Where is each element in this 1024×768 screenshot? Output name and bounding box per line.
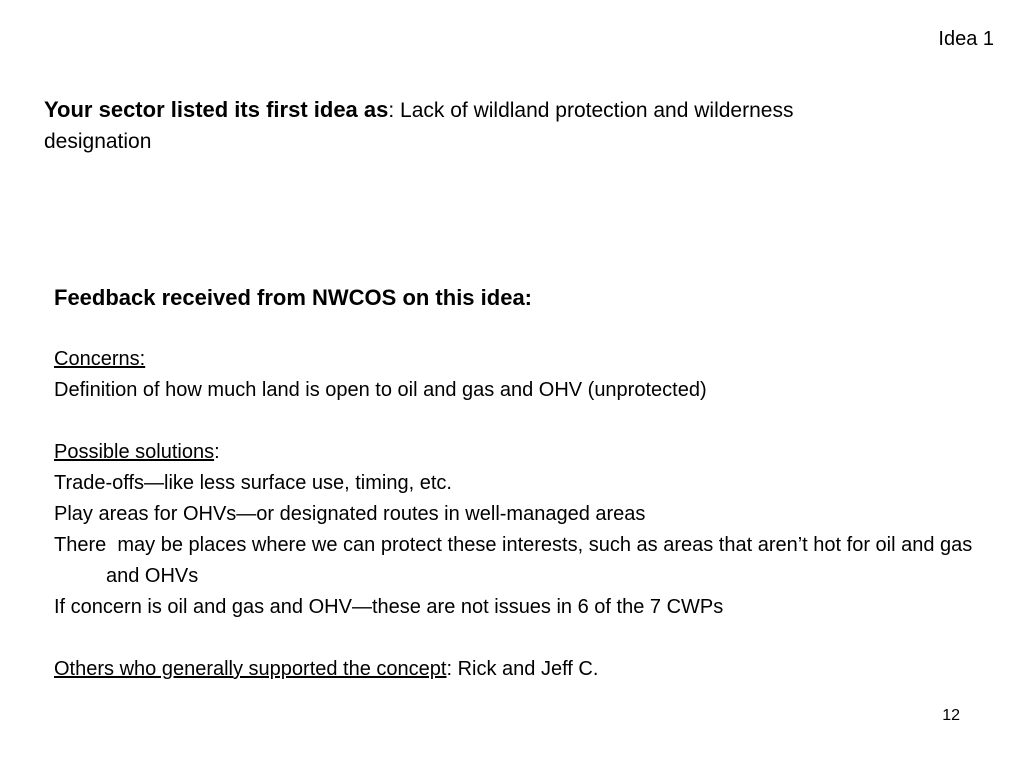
- page-number: 12: [942, 707, 960, 724]
- solution-item: Play areas for OHVs—or designated routes in well-managed areas: [54, 503, 646, 525]
- solution-item: There may be places where we can protect these interests, such as areas that aren’t hot for oil and gas and OHVs: [54, 534, 978, 587]
- spacer: [54, 406, 974, 437]
- sector-idea-lead: Your sector listed its first idea as: [44, 97, 389, 122]
- feedback-section: [54, 282, 978, 685]
- sector-idea: [44, 94, 904, 157]
- supporters-line: [54, 654, 974, 685]
- feedback-heading: Feedback received from NWCOS on this idea:: [54, 285, 533, 310]
- solutions-label: Possible solutions: [54, 441, 215, 463]
- solutions-label-line: [54, 437, 974, 468]
- sector-idea-text: Lack of wildland protection and wilderness designation: [44, 99, 794, 153]
- supporters-text: : Rick and Jeff C.: [446, 658, 599, 680]
- sector-idea-colon: :: [388, 99, 395, 122]
- supporters-label: Others who generally supported the concept: [54, 658, 447, 680]
- concerns-label: Concerns:: [54, 348, 146, 370]
- spacer: [54, 623, 974, 654]
- idea-tag: Idea 1: [938, 28, 994, 50]
- solutions-label-colon: :: [214, 441, 220, 463]
- solution-item: If concern is oil and gas and OHV—these are not issues in 6 of the 7 CWPs: [54, 596, 724, 618]
- solution-item: Trade-offs—like less surface use, timing, etc.: [54, 472, 452, 494]
- concern-item: Definition of how much land is open to oil and gas and OHV (unprotected): [54, 379, 707, 401]
